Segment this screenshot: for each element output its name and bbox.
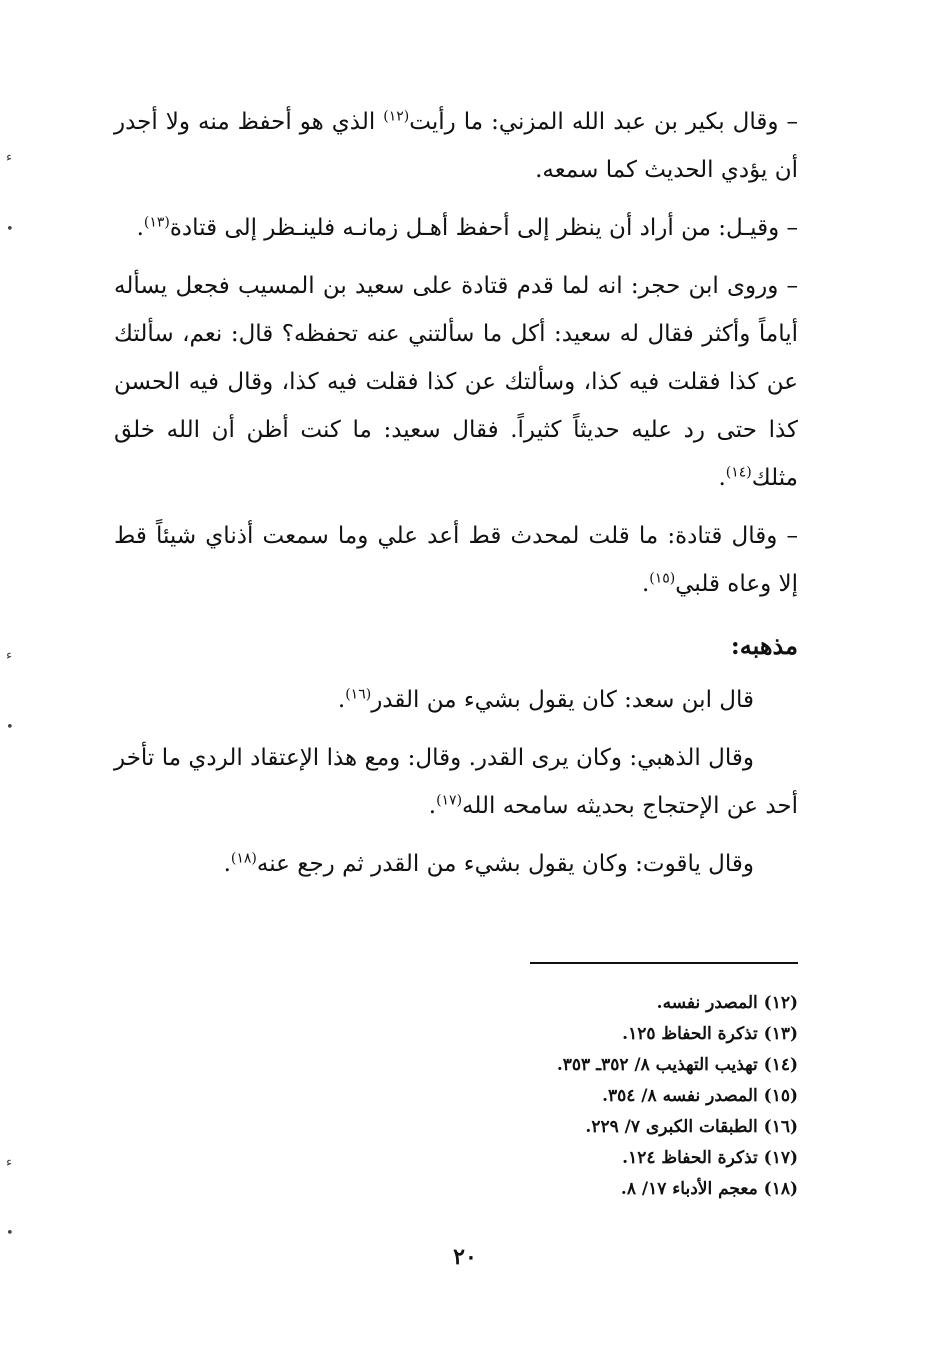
footnote-ref: (١٤) xyxy=(725,464,752,481)
scan-margin-mark: ء xyxy=(6,648,13,663)
main-text xyxy=(114,98,798,898)
paragraph-ibn-saad: قال ابن سعد: كان يقول بشيء من القدر$^{(١٦)}$. xyxy=(337,686,754,713)
scan-margin-mark: • xyxy=(6,222,14,237)
paragraph-bakir: – وقال بكير بن عبد الله المزني: ما رأيت$^{(١٢)}$ الذي هو أحفظ منه ولا أجدر أن يؤدي الحديث كما سمعه. xyxy=(114,108,798,183)
footnote-item: (١٦) الطبقات الكبرى ٧/ ٢٢٩. xyxy=(585,1117,798,1137)
scan-margin-mark: ء xyxy=(6,150,13,165)
scan-margin-mark: ء xyxy=(6,1155,13,1170)
footnote-item: (١٢) المصدر نفسه. xyxy=(656,993,798,1013)
footnote-item: (١٥) المصدر نفسه ٨/ ٣٥٤. xyxy=(602,1086,798,1106)
footnote-ref: (١٥) xyxy=(649,570,676,587)
footnote-separator xyxy=(530,962,798,964)
footnote-item: (١٧) تذكرة الحفاظ ١٢٤. xyxy=(622,1148,798,1168)
paragraph-dhahabi: وقال الذهبي: وكان يرى القدر. وقال: ومع هذا الإعتقاد الردي ما تأخر أحد عن الإحتجاج بحديثه سامحه الله$^{(١٧)}$. xyxy=(114,745,798,819)
footnote-item: (١٨) معجم الأدباء ١٧/ ٨. xyxy=(620,1179,798,1199)
paragraph-ibn-hajar: – وروى ابن حجر: انه لما قدم قتادة على سعيد بن المسيب فجعل يسأله أياماً وأكثر فقال له سعيد: أكل ما سألتني عنه تحفظه؟ قال: نعم، سألتك عن كذا فقلت فيه كذا، وسألتك عن كذا فقلت فيه كذا، وقال فيه الحسن كذا حتى رد عليه حديثاً كثيراً. فقال سعيد: ما كنت أظن أن الله خلق مثلك$^{(١٤)}$. xyxy=(114,273,798,491)
footnote-ref: (١٢) xyxy=(383,108,410,125)
footnote-ref: (١٨) xyxy=(230,850,257,867)
footnote-item: (١٤) تهذيب التهذيب ٨/ ٣٥٢ـ ٣٥٣. xyxy=(556,1055,798,1075)
footnote-item: (١٣) تذكرة الحفاظ ١٢٥. xyxy=(622,1024,798,1044)
scan-margin-mark: • xyxy=(6,1226,14,1241)
paragraph-qila: – وقيـل: من أراد أن ينظر إلى أحفظ أهـل زمانـه فلينـظر إلى قتادة$^{(١٣)}$. xyxy=(136,214,798,241)
footnote-ref: (١٧) xyxy=(436,792,463,809)
footnote-ref: (١٦) xyxy=(345,686,372,703)
section-heading: مذهبه: xyxy=(730,631,798,660)
page-number: ٢٠ xyxy=(453,1244,477,1270)
scan-margin-mark: • xyxy=(6,720,14,735)
footnote-ref: (١٣) xyxy=(143,214,170,231)
paragraph-qatada: – وقال قتادة: ما قلت لمحدث قط أعد علي وما سمعت أذناي شيئاً قط إلا وعاه قلبي$^{(١٥)}$. xyxy=(114,523,798,597)
paragraph-yaqut: وقال ياقوت: وكان يقول بشيء من القدر ثم رجع عنه$^{(١٨)}$. xyxy=(223,850,754,877)
footnotes xyxy=(300,988,798,1205)
